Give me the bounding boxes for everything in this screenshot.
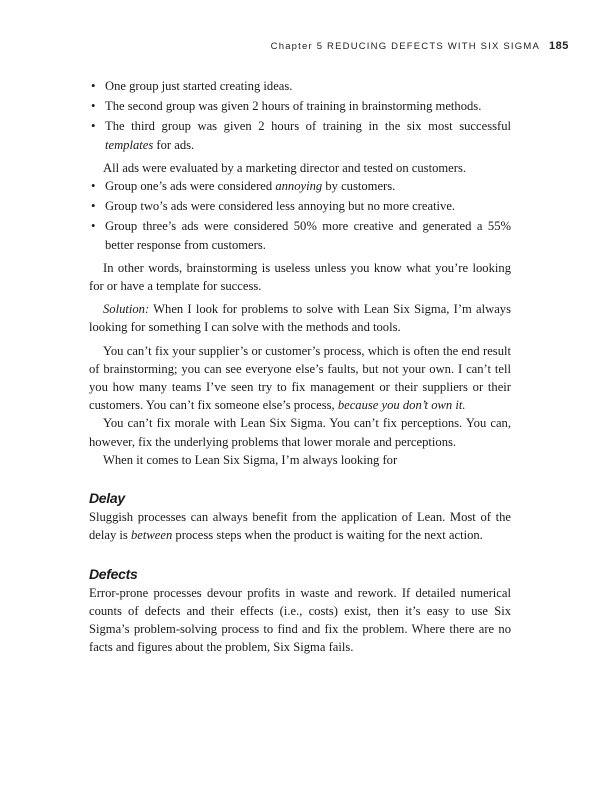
page-number: 185 xyxy=(549,40,569,52)
paragraph-emphasis: between xyxy=(130,528,173,543)
training-groups-list xyxy=(89,77,511,154)
paragraph-always-looking: When it comes to Lean Six Sigma, I’m always looking for xyxy=(103,452,398,467)
paragraph-cant-fix xyxy=(89,342,511,415)
paragraph-evaluated: All ads were evaluated by a marketing director and tested on customers. xyxy=(103,160,466,175)
chapter-heading xyxy=(271,41,540,52)
section-heading-delay: Delay xyxy=(89,490,125,507)
page-body xyxy=(89,77,511,657)
paragraph-morale: You can’t fix morale with Lean Six Sigma. You can’t fix perceptions. You can, however, fix the underlying problems that lower morale and perceptions. xyxy=(89,416,511,449)
paragraph-text: process steps when the product is waiting for the next action. xyxy=(172,528,483,543)
list-item-text: Group one’s ads were considered xyxy=(105,179,276,194)
list-item: • The second group was given 2 hours of training in brainstorming methods. xyxy=(89,97,511,115)
section-heading-defects: Defects xyxy=(89,565,138,582)
list-item: • Group two’s ads were considered less annoying but no more creative. xyxy=(89,197,511,215)
list-item xyxy=(89,117,511,153)
paragraph-emphasis: because you don’t own it. xyxy=(337,398,466,413)
paragraph-text: You can’t fix your supplier’s or customer’s process, which is often the end result of brainstorming; you can see everyone else’s faults, but not your own. I can’t tell you how many teams I’ve seen try to fix management or their suppliers or their customers. You can’t fix someone else’s process, xyxy=(89,343,511,413)
list-item: • Group three’s ads were considered 50% more creative and generated a 55% better response from customers. xyxy=(89,217,511,253)
ad-results-list xyxy=(89,177,511,254)
solution-text: When I look for problems to solve with Lean Six Sigma, I’m always looking for something I can solve with the methods and tools. xyxy=(89,302,511,335)
paragraph-delay xyxy=(89,508,511,544)
running-header xyxy=(0,41,612,57)
list-item-text: The third group was given 2 hours of training in the six most successful xyxy=(105,119,511,134)
list-item-emphasis: templates xyxy=(105,137,154,152)
chapter-label: Chapter 5 xyxy=(270,41,324,52)
paragraph-defects: Error-prone processes devour profits in waste and rework. If detailed numerical counts of defects and their effects (i.e., costs) exist, then it’s easy to use Six Sigma’s problem-solving process to find and fix the problem. Where there are no facts and figures about the problem, Six Sigma fails. xyxy=(89,585,511,655)
list-item-text: by customers. xyxy=(322,179,396,194)
paragraph-other-words: In other words, brainstorming is useless unless you know what you’re looking for or have a template for success. xyxy=(89,260,511,294)
chapter-title: REDUCING DEFECTS WITH SIX SIGMA xyxy=(327,41,540,52)
list-item-emphasis: annoying xyxy=(275,179,323,194)
paragraph-solution xyxy=(89,300,511,336)
list-item: • One group just started creating ideas. xyxy=(89,77,511,95)
list-item-text: for ads. xyxy=(153,137,195,152)
list-item xyxy=(89,177,511,195)
solution-label: Solution: xyxy=(103,302,150,317)
paragraph-text: Sluggish processes can always benefit from the application of Lean. Most of the delay is xyxy=(89,510,511,543)
